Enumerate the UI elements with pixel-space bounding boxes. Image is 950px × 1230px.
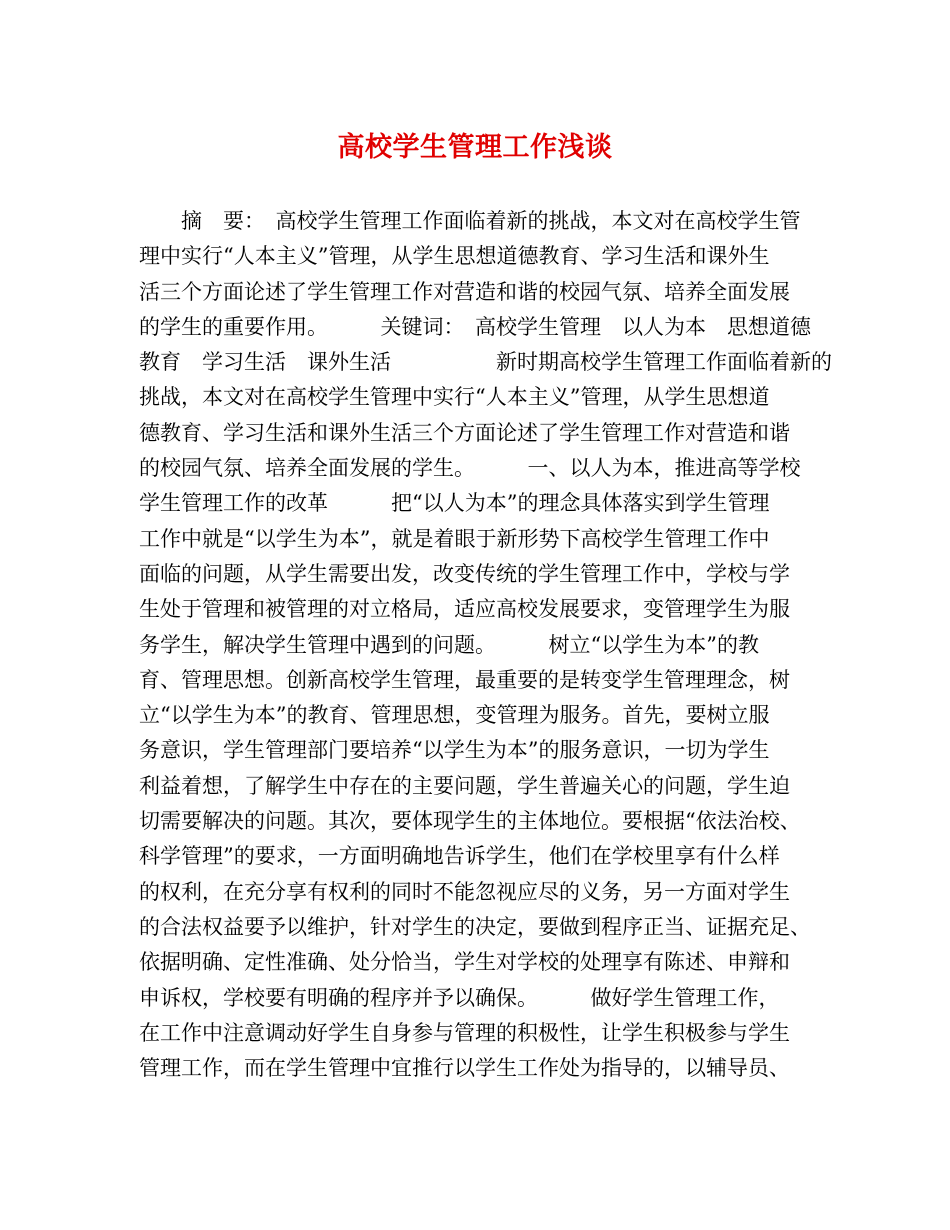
body-line: 活三个方面论述了学生管理工作对营造和谐的校园气氛、培养全面发展 [139, 279, 790, 304]
body-line: 学生管理工作的改革 把“以人为本”的理念具体落实到学生管理 [139, 491, 770, 516]
body-line: 申诉权，学校要有明确的程序并予以确保。 做好学生管理工作， [139, 985, 780, 1010]
body-line: 科学管理”的要求，一方面明确地告诉学生，他们在学校里享有什么样 [139, 844, 780, 869]
body-line: 的合法权益要予以维护，针对学生的决定，要做到程序正当、证据充足、 [139, 914, 811, 939]
body-line: 面临的问题，从学生需要出发，改变传统的学生管理工作中，学校与学 [139, 561, 790, 586]
body-line: 德教育、学习生活和课外生活三个方面论述了学生管理工作对营造和谐 [139, 420, 790, 445]
body-line: 育、管理思想。创新高校学生管理，最重要的是转变学生管理理念，树 [139, 667, 790, 692]
body-line: 依据明确、定性准确、处分恰当，学生对学校的处理享有陈述、申辩和 [139, 950, 790, 975]
body-line: 的校园气氛、培养全面发展的学生。 一、以人为本，推进高等学校 [139, 456, 801, 481]
body-line: 摘 要： 高校学生管理工作面临着新的挑战，本文对在高校学生管 [139, 209, 801, 233]
body-line: 切需要解决的问题。其次，要体现学生的主体地位。要根据“依法治校、 [139, 809, 801, 834]
body-line: 利益着想，了解学生中存在的主要问题，学生普遍关心的问题，学生迫 [139, 773, 790, 798]
body-line: 生处于管理和被管理的对立格局，适应高校发展要求，变管理学生为服 [139, 597, 790, 622]
body-line: 的学生的重要作用。 关键词： 高校学生管理 以人为本 思想道德 [139, 314, 811, 339]
body-line: 理中实行“人本主义”管理，从学生思想道德教育、学习生活和课外生 [139, 244, 770, 269]
body-line: 教育 学习生活 课外生活 新时期高校学生管理工作面临着新的 [139, 350, 832, 375]
body-line: 挑战，本文对在高校学生管理中实行“人本主义”管理，从学生思想道 [139, 385, 770, 410]
body-line: 务学生，解决学生管理中遇到的问题。 树立“以学生为本”的教 [139, 632, 759, 657]
document-title: 高校学生管理工作浅谈 [337, 132, 613, 163]
body-line: 的权利，在充分享有权利的同时不能忽视应尽的义务，另一方面对学生 [139, 879, 790, 904]
document-body [139, 204, 832, 1086]
body-line: 管理工作，而在学生管理中宜推行以学生工作处为指导的，以辅导员、 [139, 1056, 790, 1081]
body-line: 工作中就是“以学生为本”，就是着眼于新形势下高校学生管理工作中 [139, 526, 770, 551]
body-line: 在工作中注意调动好学生自身参与管理的积极性，让学生积极参与学生 [139, 1020, 790, 1045]
body-line: 务意识，学生管理部门要培养“以学生为本”的服务意识，一切为学生 [139, 738, 770, 763]
body-line: 立“以学生为本”的教育、管理思想，变管理为服务。首先，要树立服 [139, 703, 770, 728]
